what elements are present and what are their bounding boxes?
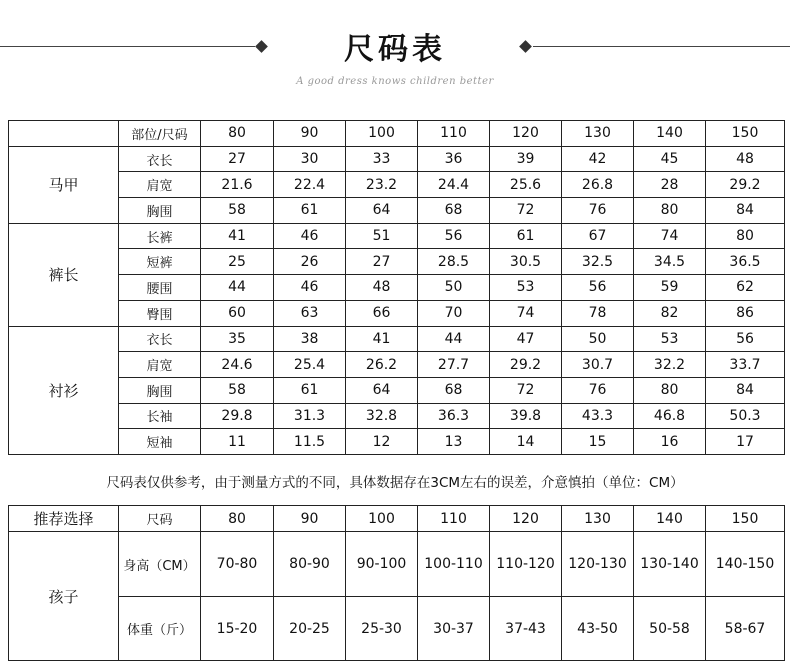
size-header-cell: 130 (562, 506, 634, 532)
measurement-cell: 17 (706, 429, 785, 455)
measurement-cell: 29.2 (490, 352, 562, 378)
measurement-part-label: 胸围 (119, 377, 201, 403)
height-cell: 90-100 (346, 532, 418, 597)
measurement-cell: 32.8 (346, 403, 418, 429)
table-row (9, 249, 785, 275)
measurement-cell: 15 (562, 429, 634, 455)
measurement-cell: 25.4 (274, 352, 346, 378)
measurement-part-label: 肩宽 (119, 352, 201, 378)
measurement-cell: 84 (706, 377, 785, 403)
weight-cell: 37-43 (490, 597, 562, 661)
size-header-cell: 120 (490, 506, 562, 532)
measurement-cell: 30.5 (490, 249, 562, 275)
measurement-cell: 34.5 (634, 249, 706, 275)
measurement-cell: 11 (201, 429, 274, 455)
measurement-cell: 39.8 (490, 403, 562, 429)
measurement-cell: 33 (346, 146, 418, 172)
measurement-part-label: 衣长 (119, 146, 201, 172)
measurement-cell: 35 (201, 326, 274, 352)
measurement-cell: 53 (490, 275, 562, 301)
table-row (9, 352, 785, 378)
table-row (9, 377, 785, 403)
measurement-cell: 61 (274, 198, 346, 224)
measurement-cell: 29.8 (201, 403, 274, 429)
height-cell: 110-120 (490, 532, 562, 597)
measurement-cell: 59 (634, 275, 706, 301)
table-row (9, 300, 785, 326)
size-header-cell: 90 (274, 121, 346, 147)
measurement-cell: 14 (490, 429, 562, 455)
measurement-part-label: 肩宽 (119, 172, 201, 198)
measurement-cell: 25 (201, 249, 274, 275)
measurement-cell: 53 (634, 326, 706, 352)
measurement-part-label: 胸围 (119, 198, 201, 224)
measurement-cell: 36 (418, 146, 490, 172)
size-header-cell: 140 (634, 121, 706, 147)
garment-group-label: 衬衫 (9, 326, 119, 454)
measurement-cell: 26.8 (562, 172, 634, 198)
table-row (9, 403, 785, 429)
measurement-cell: 38 (274, 326, 346, 352)
measurement-part-label: 短裤 (119, 249, 201, 275)
measurement-cell: 61 (490, 223, 562, 249)
measurement-part-label: 长裤 (119, 223, 201, 249)
measurement-cell: 68 (418, 198, 490, 224)
measurement-cell: 27 (201, 146, 274, 172)
table-row (9, 198, 785, 224)
table-row (9, 326, 785, 352)
measurement-cell: 27.7 (418, 352, 490, 378)
size-header-cell: 110 (418, 121, 490, 147)
measurement-cell: 56 (418, 223, 490, 249)
measurement-cell: 78 (562, 300, 634, 326)
disclaimer-note: 尺码表仅供参考，由于测量方式的不同，具体数据存在3CM左右的误差，介意慎拍（单位：CM） (106, 475, 684, 491)
table-row (9, 223, 785, 249)
size-header-cell: 80 (201, 506, 274, 532)
measurement-cell: 62 (706, 275, 785, 301)
measurement-cell: 39 (490, 146, 562, 172)
table-row (9, 429, 785, 455)
weight-cell: 58-67 (706, 597, 785, 661)
measurement-cell: 44 (418, 326, 490, 352)
measurement-cell: 56 (562, 275, 634, 301)
size-header-cell: 110 (418, 506, 490, 532)
height-label: 身高（CM） (119, 532, 201, 597)
measurement-cell: 22.4 (274, 172, 346, 198)
measurement-cell: 24.6 (201, 352, 274, 378)
measurement-cell: 32.5 (562, 249, 634, 275)
height-cell: 120-130 (562, 532, 634, 597)
measurement-part-label: 腰围 (119, 275, 201, 301)
garment-group-label: 马甲 (9, 146, 119, 223)
size-table (8, 120, 785, 455)
measurement-cell: 50 (418, 275, 490, 301)
measurement-cell: 46 (274, 223, 346, 249)
measurement-cell: 58 (201, 198, 274, 224)
size-header-cell: 80 (201, 121, 274, 147)
recommend-group-label: 孩子 (9, 532, 119, 661)
table-row (9, 146, 785, 172)
page-subtitle: A good dress knows children better (296, 76, 494, 87)
measurement-cell: 42 (562, 146, 634, 172)
measurement-cell: 68 (418, 377, 490, 403)
weight-cell: 30-37 (418, 597, 490, 661)
height-cell: 80-90 (274, 532, 346, 597)
size-header-row (9, 121, 785, 147)
weight-cell: 43-50 (562, 597, 634, 661)
measurement-cell: 60 (201, 300, 274, 326)
measurement-cell: 61 (274, 377, 346, 403)
measurement-cell: 36.5 (706, 249, 785, 275)
recommend-size-label: 尺码 (119, 506, 201, 532)
measurement-cell: 26 (274, 249, 346, 275)
recommend-table (8, 505, 785, 661)
size-header-cell: 90 (274, 506, 346, 532)
garment-group-label: 裤长 (9, 223, 119, 326)
page-header (0, 0, 790, 100)
recommend-header-label: 推荐选择 (9, 506, 119, 532)
page-title: 尺码表 (344, 32, 446, 67)
measurement-part-label: 短袖 (119, 429, 201, 455)
measurement-cell: 26.2 (346, 352, 418, 378)
size-header-cell: 100 (346, 506, 418, 532)
measurement-cell: 13 (418, 429, 490, 455)
height-cell: 100-110 (418, 532, 490, 597)
measurement-part-label: 臀围 (119, 300, 201, 326)
recommend-header-row (9, 506, 785, 532)
measurement-cell: 30.7 (562, 352, 634, 378)
measurement-cell: 63 (274, 300, 346, 326)
weight-cell: 25-30 (346, 597, 418, 661)
size-header-cell: 150 (706, 506, 785, 532)
measurement-cell: 58 (201, 377, 274, 403)
height-row (9, 532, 785, 597)
measurement-cell: 46.8 (634, 403, 706, 429)
measurement-cell: 74 (634, 223, 706, 249)
measurement-cell: 46 (274, 275, 346, 301)
measurement-cell: 76 (562, 198, 634, 224)
measurement-cell: 51 (346, 223, 418, 249)
size-header-cell: 140 (634, 506, 706, 532)
measurement-part-label: 长袖 (119, 403, 201, 429)
height-cell: 130-140 (634, 532, 706, 597)
measurement-cell: 66 (346, 300, 418, 326)
table-row (9, 172, 785, 198)
measurement-cell: 43.3 (562, 403, 634, 429)
measurement-cell: 28 (634, 172, 706, 198)
measurement-cell: 33.7 (706, 352, 785, 378)
measurement-cell: 80 (706, 223, 785, 249)
measurement-cell: 80 (634, 377, 706, 403)
measurement-cell: 12 (346, 429, 418, 455)
height-cell: 70-80 (201, 532, 274, 597)
measurement-cell: 47 (490, 326, 562, 352)
measurement-cell: 23.2 (346, 172, 418, 198)
weight-cell: 50-58 (634, 597, 706, 661)
measurement-cell: 24.4 (418, 172, 490, 198)
measurement-cell: 86 (706, 300, 785, 326)
measurement-cell: 25.6 (490, 172, 562, 198)
measurement-cell: 72 (490, 377, 562, 403)
measurement-cell: 50 (562, 326, 634, 352)
measurement-cell: 41 (346, 326, 418, 352)
size-header-cell: 130 (562, 121, 634, 147)
weight-row (9, 597, 785, 661)
measurement-cell: 84 (706, 198, 785, 224)
measurement-cell: 27 (346, 249, 418, 275)
table-row (9, 275, 785, 301)
measurement-cell: 11.5 (274, 429, 346, 455)
measurement-cell: 30 (274, 146, 346, 172)
measurement-cell: 48 (346, 275, 418, 301)
measurement-cell: 29.2 (706, 172, 785, 198)
size-header-cell: 150 (706, 121, 785, 147)
measurement-cell: 56 (706, 326, 785, 352)
measurement-cell: 41 (201, 223, 274, 249)
measurement-cell: 67 (562, 223, 634, 249)
measurement-cell: 28.5 (418, 249, 490, 275)
measurement-cell: 31.3 (274, 403, 346, 429)
measurement-cell: 80 (634, 198, 706, 224)
measurement-cell: 76 (562, 377, 634, 403)
measurement-cell: 82 (634, 300, 706, 326)
measurement-cell: 64 (346, 198, 418, 224)
measurement-cell: 16 (634, 429, 706, 455)
measurement-part-label: 衣长 (119, 326, 201, 352)
measurement-cell: 44 (201, 275, 274, 301)
corner-label: 部位/尺码 (119, 121, 201, 147)
size-header-cell: 100 (346, 121, 418, 147)
measurement-cell: 36.3 (418, 403, 490, 429)
measurement-cell: 21.6 (201, 172, 274, 198)
size-header-cell: 120 (490, 121, 562, 147)
measurement-cell: 64 (346, 377, 418, 403)
measurement-cell: 74 (490, 300, 562, 326)
measurement-cell: 50.3 (706, 403, 785, 429)
header-rule-right (533, 46, 790, 47)
weight-cell: 15-20 (201, 597, 274, 661)
weight-label: 体重（斤） (119, 597, 201, 661)
measurement-cell: 45 (634, 146, 706, 172)
measurement-cell: 70 (418, 300, 490, 326)
measurement-cell: 72 (490, 198, 562, 224)
blank-corner-cell (9, 121, 119, 147)
weight-cell: 20-25 (274, 597, 346, 661)
height-cell: 140-150 (706, 532, 785, 597)
measurement-cell: 48 (706, 146, 785, 172)
measurement-cell: 32.2 (634, 352, 706, 378)
